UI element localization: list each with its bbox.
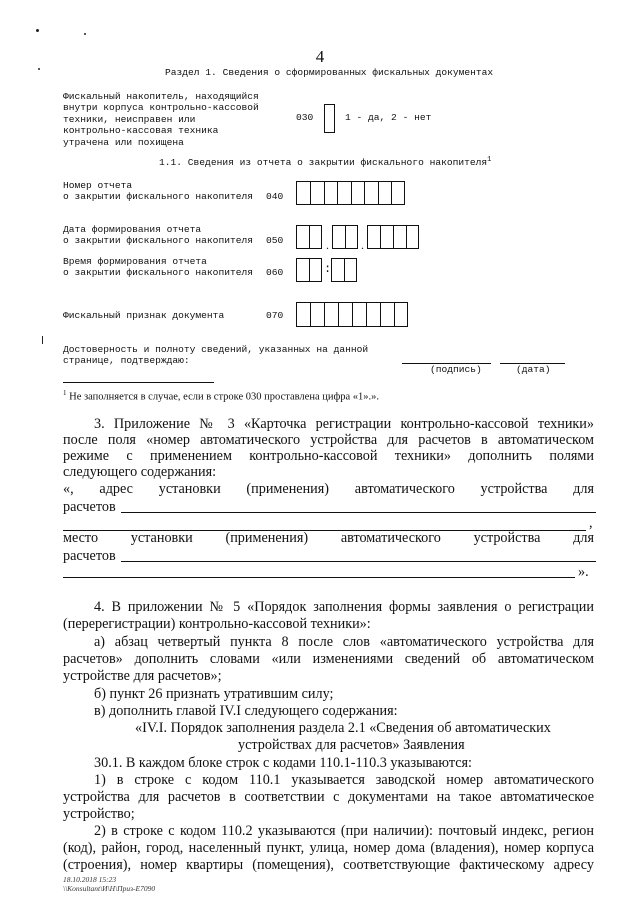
date-label: (дата): [516, 364, 551, 375]
p4-line-4: расчетов» дополнить словами «или изменениями сведений об автоматическом: [63, 651, 594, 667]
q060-minutes-cells[interactable]: [331, 258, 357, 282]
chapter-heading-line-1: «IV.I. Порядок заполнения раздела 2.1 «Сведения об автоматических: [135, 720, 551, 736]
document-page: 4 Раздел 1. Сведения о сформированных фискальных документах Фискальный накопитель, находящийся внутри корпуса контрольно-кассовой техники, неисправен или контрольно-кассовая техника утрачена или похищена 030 1 - да, 2 - нет 1.1. Сведения из отчета о закрытии фискального накопителя$^1$ Номер отчета о закрытии фискального накопителя 040 Дата формирования отчета о закрытии фискального накопителя 050 . . Время формирования отчета о закрытии фискального накопителя 060 : Фискальный признак документа 070 Достоверность и полноту сведений, указанных на данной странице, подтверждаю: (подпись) (дата) $^1$ Не заполняется в случае, если в строке 030 проставлена цифра «1».». 3. Приложение № 3 «Карточка регистрации контрольно-кассовой техники» после поля «номер автоматического устройства для расчетов в автоматическом режиме с применением контрольно-кассовой техники» дополнить полями следующего содержания: «, адрес установки (применения) автоматического устройства для расчетов , место установки (применения) автоматического устройства для расчетов ». 4. В приложении № 5 «Порядок заполнения формы заявления о регистрации (перерегистрации) контрольно-кассовой техники»: а) абзац четвертый пункта 8 после слов «автоматического устройства для расчетов» дополнить словами «или изменениями сведений об автоматическом устройстве для расчетов»; б) пункт 26 признать утратившим силу; в) дополнить главой IV.I следующего содержания: «IV.I. Порядок заполнения раздела 2.1 «Сведения об автоматических устройствах для расчетов» Заявления 30.1. В каждом блоке строк с кодами 110.1-110.3 указываются: 1) в строке с кодом 110.1 указывается заводской номер автоматического устройства для расчетов в соответствии с документами на такое автоматическое устройство; 2) в строке с кодом 110.2 указываются (при наличии): почтовый индекс, регион (код), район, город, населенный пункт, улица, номер дома (владения), номер корпуса (строения), номер квартиры (помещения), соответствующие фактическому адресу 18.10.2018 15:23 \\Konsultant\И\Н\Приз-Е7090: [0, 0, 640, 905]
p4-line-6: б) пункт 26 признать утратившим силу;: [94, 686, 334, 702]
p4-line-13: устройство;: [63, 806, 135, 822]
place-fill-line-2[interactable]: [63, 577, 575, 578]
scan-speck: [36, 29, 39, 32]
address-fill-line-1[interactable]: [121, 512, 596, 513]
p4-line-1: 4. В приложении № 5 «Порядок заполнения формы заявления о регистрации: [94, 599, 594, 615]
p3-line-4: следующего содержания:: [63, 464, 217, 480]
q040-input-cells[interactable]: [296, 181, 405, 205]
q040-label: Номер отчета о закрытии фискального накопителя: [63, 180, 253, 203]
section-title: Раздел 1. Сведения о сформированных фискальных документах: [165, 67, 494, 78]
p4-line-3: а) абзац четвертый пункта 8 после слов «автоматического устройства для: [94, 634, 594, 650]
place-end-mark: ».: [578, 564, 589, 580]
chapter-heading-line-2: устройствах для расчетов» Заявления: [238, 737, 465, 753]
q070-code: 070: [266, 310, 284, 321]
address-end-mark: ,: [589, 515, 593, 531]
p4-line-11: 1) в строке с кодом 110.1 указывается заводской номер автоматического: [94, 772, 594, 788]
place-field-label: расчетов: [63, 548, 116, 564]
q030-code: 030: [296, 112, 314, 123]
address-field-label: расчетов: [63, 499, 116, 515]
p4-line-7: в) дополнить главой IV.I следующего содержания:: [94, 703, 398, 719]
q030-label: Фискальный накопитель, находящийся внутри корпуса контрольно-кассовой техники, неисправен или контрольно-кассовая техника утрачена или похищена: [63, 91, 259, 148]
page-number: 4: [315, 47, 325, 66]
scan-speck: [42, 336, 43, 344]
p4-line-14: 2) в строке с кодом 110.2 указываются (при наличии): почтовый индекс, регион: [94, 823, 594, 839]
p4-line-16: (строения), номер квартиры (помещения), соответствующие фактическому адресу: [63, 857, 594, 873]
q050-year-cells[interactable]: [367, 225, 419, 249]
p3-line-1: 3. Приложение № 3 «Карточка регистрации контрольно-кассовой техники»: [94, 416, 594, 432]
footnote: $^1$ Не заполняется в случае, если в строке 030 проставлена цифра «1».».: [63, 389, 380, 403]
footnote-separator: [63, 382, 214, 383]
q060-separator: :: [324, 262, 332, 276]
q060-label: Время формирования отчета о закрытии фискального накопителя: [63, 256, 253, 279]
address-field-caption: «, адрес установки (применения) автоматического устройства для: [63, 481, 594, 497]
q050-label: Дата формирования отчета о закрытии фискального накопителя: [63, 224, 253, 247]
attestation-text: Достоверность и полноту сведений, указанных на данной странице, подтверждаю:: [63, 344, 369, 367]
q050-code: 050: [266, 235, 284, 246]
place-fill-line-1[interactable]: [121, 561, 596, 562]
p4-line-12: устройства для расчетов в соответствии с документами на такое автоматическое: [63, 789, 594, 805]
p4-line-10: 30.1. В каждом блоке строк с кодами 110.1-110.3 указываются:: [94, 755, 472, 771]
subsection-title: 1.1. Сведения из отчета о закрытии фискального накопителя$^1$: [159, 156, 492, 169]
p3-line-3: режиме с применением контрольно-кассовой техники» дополнить полями: [63, 448, 594, 464]
p4-line-15: (код), район, город, населенный пункт, улица, номер дома (владения), номер корпуса: [63, 840, 594, 856]
scan-speck: [38, 68, 40, 70]
place-field-caption: место установки (применения) автоматического устройства для: [63, 530, 594, 546]
q050-day-cells[interactable]: [296, 225, 322, 249]
q060-hours-cells[interactable]: [296, 258, 322, 282]
scan-speck: [84, 33, 86, 35]
signature-label: (подпись): [430, 364, 482, 375]
q060-code: 060: [266, 267, 284, 278]
p4-line-2: (перерегистрации) контрольно-кассовой техники»:: [63, 616, 371, 632]
q030-hint: 1 - да, 2 - нет: [345, 112, 432, 123]
q070-input-cells[interactable]: [296, 302, 408, 327]
print-stamp: 18.10.2018 15:23 \\Konsultant\И\Н\Приз-Е7090: [63, 875, 156, 893]
q050-month-cells[interactable]: [332, 225, 358, 249]
q040-code: 040: [266, 191, 284, 202]
q030-input-box[interactable]: [324, 104, 335, 133]
p4-line-5: устройстве для расчетов»;: [63, 668, 222, 684]
p3-line-2: после поля «номер автоматического устройства для расчетов в автоматическом: [63, 432, 594, 448]
q070-label: Фискальный признак документа: [63, 310, 225, 321]
